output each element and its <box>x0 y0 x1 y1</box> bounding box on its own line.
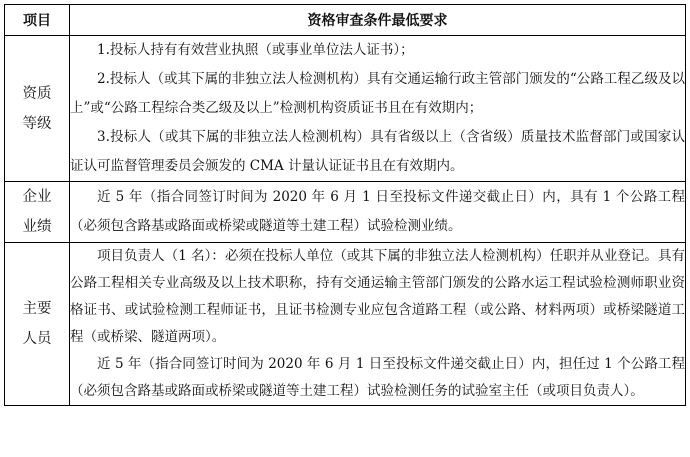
row-label-line: 主要 <box>22 301 52 317</box>
row-label-line: 业绩 <box>22 219 52 235</box>
requirement-paragraph: 2.投标人（或其下属的非独立法人检测机构）具有交通运输行政主管部门颁发的“公路工程乙级及以上”或“公路工程综合类乙级及以上”检测机构资质证书且在有效期内； <box>70 71 685 116</box>
requirement-paragraph: 近 5 年（指合同签订时间为 2020 年 6 月 1 日至投标文件递交截止日）内，担任过 1 个公路工程（必须包含路基或路面或桥梁或隧道等土建工程）试验检测任务的试验室主任（或项目负责人）。 <box>70 356 685 399</box>
row-content-personnel <box>70 243 686 406</box>
requirement-paragraph: 近 5 年（指合同签订时间为 2020 年 6 月 1 日至投标文件递交截止日）内，具有 1 个公路工程（必须包含路基或路面或桥梁或隧道等土建工程）试验检测业绩。 <box>70 189 685 234</box>
requirement-paragraph: 项目负责人（1 名）：必须在投标人单位（或其下属的非独立法人检测机构）任职并从业登记。具有公路工程相关专业高级及以上技术职称，持有交通运输主管部门颁发的公路水运工程试验检测师职业资格证书、或试验检测工程师证书，且证书检测专业应包含道路工程（或公路、材料两项）或桥梁隧道工程（或桥梁、隧道两项）。 <box>70 248 685 345</box>
row-label-personnel <box>5 243 70 406</box>
row-content-performance <box>70 182 686 243</box>
row-content-qualification <box>70 36 686 182</box>
row-label-performance <box>5 182 70 243</box>
header-item: 项目 <box>5 5 70 36</box>
header-requirement: 资格审查条件最低要求 <box>70 5 686 36</box>
qualification-table <box>4 4 686 406</box>
table-row-qualification <box>5 36 686 182</box>
row-label-qualification <box>5 36 70 182</box>
table-row-performance <box>5 182 686 243</box>
row-label-line: 人员 <box>22 331 52 347</box>
requirement-paragraph: 1.投标人持有有效营业执照（或事业单位法人证书）； <box>97 42 414 58</box>
row-label-line: 企业 <box>22 189 52 205</box>
requirement-paragraph: 3.投标人（或其下属的非独立法人检测机构）具有省级以上（含省级）质量技术监督部门或国家认证认可监督管理委员会颁发的 CMA 计量认证证书且在有效期内。 <box>70 129 685 174</box>
table-header-row <box>5 5 686 36</box>
table-row-personnel <box>5 243 686 406</box>
row-label-line: 等级 <box>22 115 52 132</box>
row-label-line: 资质 <box>22 85 52 102</box>
